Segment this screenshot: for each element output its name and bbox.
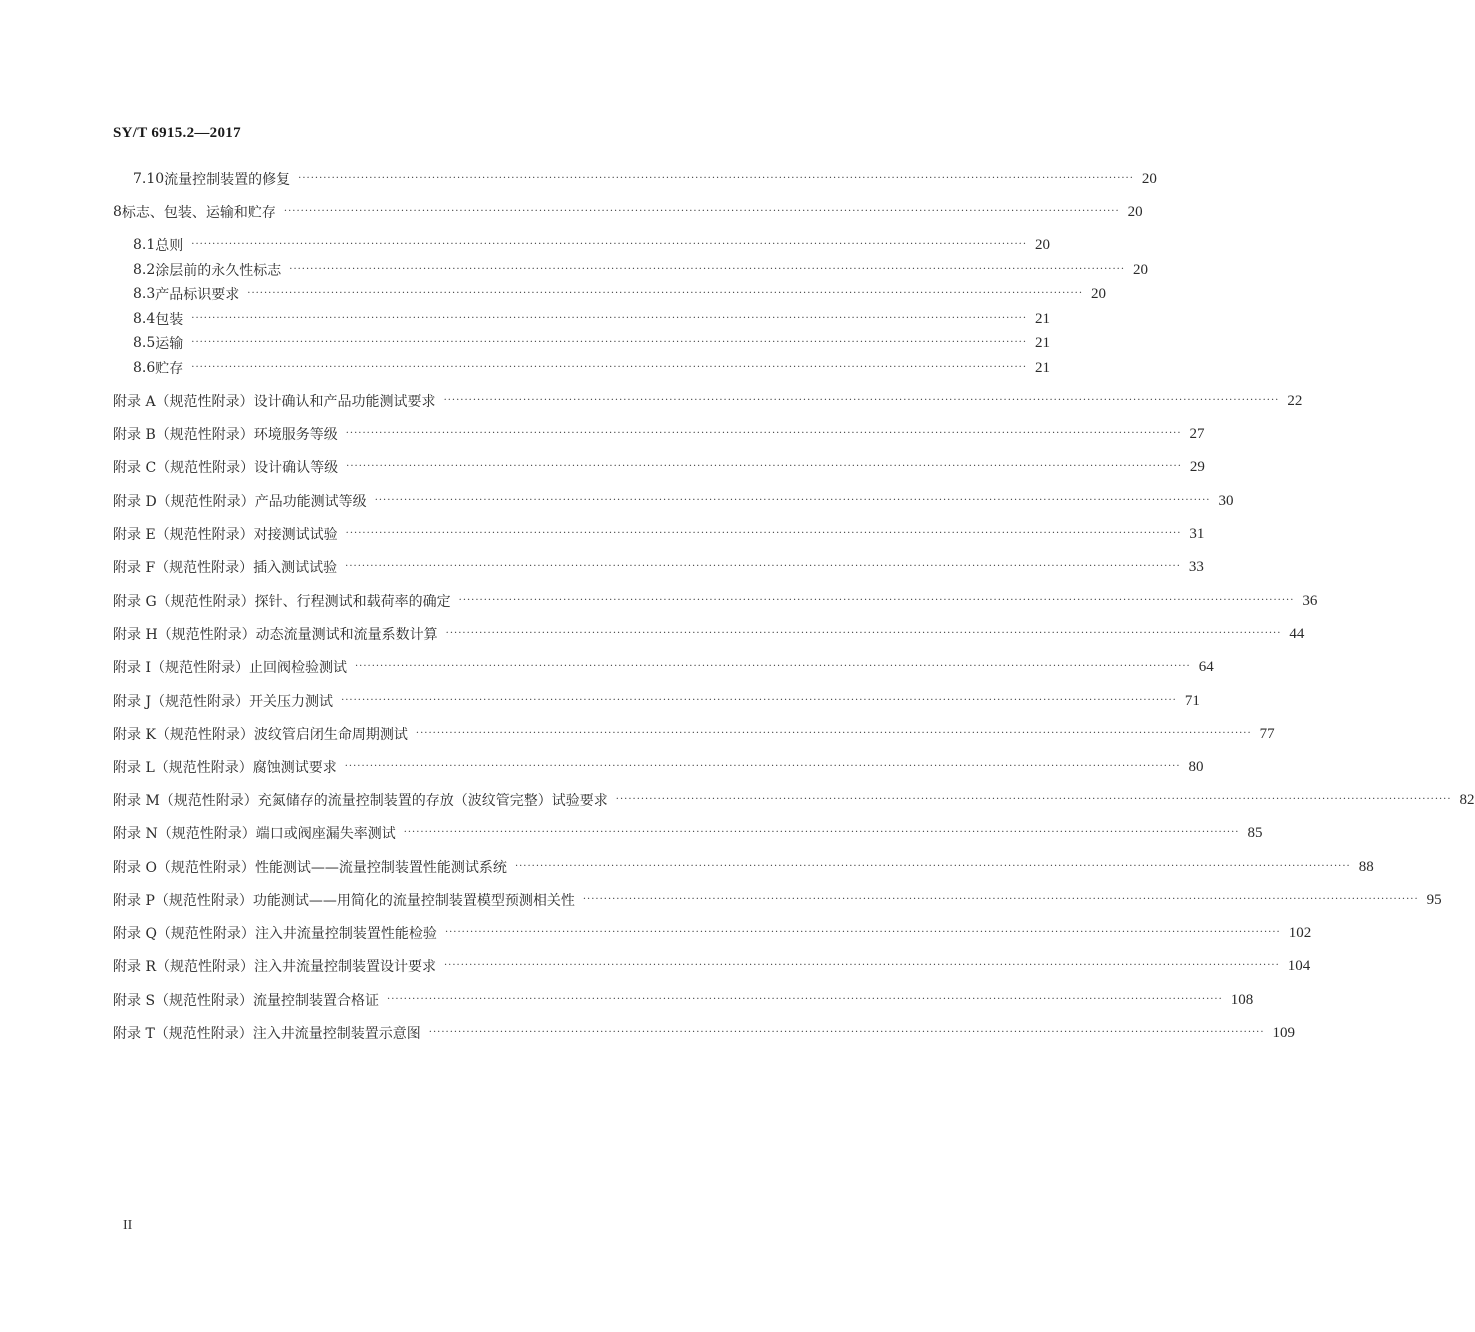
toc-entry-title: 环境服务等级 (253, 427, 338, 443)
toc-entry-appendix[interactable] (113, 590, 1318, 612)
toc-entry-appendix[interactable] (113, 889, 1442, 911)
toc-entry-appendix[interactable] (113, 922, 1312, 944)
toc-entry-number: 8.3 (133, 286, 156, 302)
toc-entry-number: 附录 L（规范性附录） (113, 760, 253, 776)
toc-entry-number: 附录 K（规范性附录） (113, 727, 254, 743)
toc-entry-title: 运输 (155, 336, 184, 352)
toc-entry-number: 附录 G（规范性附录） (113, 594, 255, 610)
dot-leader: ········································································································································································································ (298, 173, 1134, 184)
toc-entry-appendix[interactable] (113, 490, 1234, 512)
toc-entry-number: 附录 A（规范性附录） (113, 394, 254, 410)
toc-entry-title: 注入井流量控制装置设计要求 (254, 959, 436, 975)
toc-entry-page: 20 (1127, 203, 1143, 220)
toc-entry-number: 附录 N（规范性附录） (113, 826, 256, 842)
toc-entry[interactable] (133, 168, 1157, 190)
toc-entry-appendix[interactable] (113, 989, 1254, 1011)
toc-entry-page: 108 (1230, 991, 1254, 1008)
toc-entry-page: 20 (1035, 236, 1051, 253)
toc-entry-title: 波纹管启闭生命周期测试 (253, 727, 408, 743)
toc-entry-number: 附录 I（规范性附录） (113, 660, 249, 676)
toc-entry-appendix[interactable] (113, 623, 1305, 645)
toc-entry-title: 流量控制装置的修复 (164, 172, 291, 188)
toc-entry-title: 腐蚀测试要求 (252, 760, 337, 776)
toc-entry-appendix[interactable] (113, 856, 1374, 878)
toc-entry-title: 止回阀检验测试 (248, 660, 347, 676)
toc-entry-page: 22 (1287, 392, 1303, 409)
toc-entry-appendix[interactable] (113, 955, 1311, 977)
toc-entry-page: 20 (1133, 261, 1149, 278)
toc-entry-appendix[interactable] (113, 556, 1204, 578)
toc-entry-number: 附录 M（规范性附录） (113, 793, 258, 809)
toc-entry-page: 21 (1035, 359, 1051, 376)
toc-entry-page: 33 (1188, 558, 1204, 575)
toc-entry-number: 8.1 (133, 237, 156, 253)
toc-entry-appendix[interactable] (113, 789, 1475, 811)
toc-entry-title: 涂层前的永久性标志 (155, 263, 282, 279)
toc-entry-appendix[interactable] (113, 1022, 1296, 1044)
dot-leader: ········································································································································································································ (191, 239, 1028, 250)
dot-leader: ········································································································································································································ (615, 794, 1452, 805)
toc-entry-page: 29 (1189, 458, 1205, 475)
toc-entry-page: 31 (1189, 525, 1205, 542)
toc-entry-number: 8.2 (133, 262, 156, 278)
toc-entry-title: 充氮储存的流量控制装置的存放（波纹管完整）试验要求 (257, 793, 608, 809)
dot-leader: ········································································································································································································ (289, 264, 1126, 275)
toc-entry-appendix[interactable] (113, 656, 1214, 678)
toc-entry-page: 30 (1218, 492, 1234, 509)
toc-entry[interactable] (133, 234, 1051, 256)
toc-entry-number: 附录 S（规范性附录） (113, 993, 254, 1009)
toc-entry-page: 71 (1184, 692, 1200, 709)
toc-entry-title: 插入测试试验 (253, 560, 338, 576)
toc-entry-page: 21 (1035, 334, 1051, 351)
dot-leader: ········································································································································································································ (444, 927, 1281, 938)
toc-entry-number: 8 (113, 204, 122, 220)
toc-entry-title: 设计确认和产品功能测试要求 (253, 394, 436, 410)
dot-leader: ········································································································································································································ (443, 395, 1280, 406)
dot-leader: ········································································································································································································ (415, 728, 1252, 739)
toc-entry-title: 开关压力测试 (249, 694, 334, 710)
toc-entry-page: 80 (1188, 758, 1204, 775)
toc-entry-page: 77 (1259, 725, 1275, 742)
toc-entry-title: 总则 (155, 238, 184, 254)
toc-entry-appendix[interactable] (113, 723, 1275, 745)
dot-leader: ········································································································································································································ (444, 960, 1280, 971)
toc-entry-appendix[interactable] (113, 456, 1205, 478)
toc-entry-title: 功能测试——用简化的流量控制装置模型预测相关性 (252, 893, 575, 909)
toc-entry-number: 附录 O（规范性附录） (113, 860, 255, 876)
toc-entry-appendix[interactable] (113, 756, 1204, 778)
toc-entry-title: 注入井流量控制装置性能检验 (254, 926, 437, 942)
toc-entry-appendix[interactable] (113, 423, 1205, 445)
dot-leader: ········································································································································································································ (403, 827, 1240, 838)
page-number: II (123, 1218, 133, 1233)
toc-entry-number: 7.10 (133, 171, 165, 187)
toc-entry-appendix[interactable] (113, 822, 1263, 844)
dot-leader: ········································································································································································································ (346, 461, 1182, 472)
dot-leader: ········································································································································································································ (445, 628, 1282, 639)
toc-entry-title: 性能测试——流量控制装置性能测试系统 (254, 860, 507, 876)
dot-leader: ········································································································································································································ (345, 528, 1182, 539)
toc-entry-number: 附录 H（规范性附录） (113, 627, 256, 643)
toc-entry-number: 附录 T（规范性附录） (113, 1026, 253, 1042)
toc-entry-number: 附录 Q（规范性附录） (113, 926, 255, 942)
toc-entry-number: 附录 F（规范性附录） (113, 560, 254, 576)
toc-entry-page: 20 (1091, 285, 1107, 302)
toc-entry[interactable] (133, 332, 1051, 354)
toc-entry[interactable] (113, 201, 1143, 223)
toc-entry-appendix[interactable] (113, 690, 1200, 712)
toc-entry-title: 注入井流量控制装置示意图 (252, 1026, 421, 1042)
dot-leader: ········································································································································································································ (582, 894, 1419, 905)
dot-leader: ········································································································································································································ (514, 861, 1351, 872)
toc-entry-title: 设计确认等级 (254, 460, 339, 476)
toc-entry-number: 附录 D（规范性附录） (113, 494, 255, 510)
toc-entry-title: 端口或阀座漏失率测试 (255, 826, 396, 842)
dot-leader: ········································································································································································································ (345, 428, 1182, 439)
dot-leader: ········································································································································································································ (341, 695, 1177, 706)
toc-entry-title: 对接测试试验 (253, 527, 338, 543)
dot-leader: ········································································································································································································ (191, 337, 1028, 348)
toc-entry-page: 109 (1272, 1024, 1296, 1041)
toc-entry[interactable] (133, 259, 1149, 281)
toc-entry-page: 104 (1287, 957, 1311, 974)
toc-entry-title: 包装 (155, 312, 184, 328)
dot-leader: ········································································································································································································ (344, 761, 1181, 772)
toc-entry-number: 8.6 (133, 360, 156, 376)
toc-entry-number: 8.4 (133, 311, 156, 327)
dot-leader: ········································································································································································································ (247, 288, 1084, 299)
dot-leader: ········································································································································································································ (354, 661, 1191, 672)
toc-entry-number: 附录 J（规范性附录） (113, 694, 250, 710)
toc-entry[interactable] (133, 308, 1051, 330)
toc-entry-page: 102 (1288, 924, 1312, 941)
toc-entry-title: 产品标识要求 (155, 287, 240, 303)
dot-leader: ········································································································································································································ (428, 1027, 1265, 1038)
toc-entry-page: 95 (1426, 891, 1442, 908)
dot-leader: ········································································································································································································ (191, 362, 1028, 373)
toc-entry-appendix[interactable] (113, 523, 1205, 545)
dot-leader: ········································································································································································································ (458, 595, 1295, 606)
toc-entry[interactable] (133, 357, 1051, 379)
toc-entry-page: 36 (1302, 592, 1318, 609)
toc-entry-page: 82 (1459, 791, 1475, 808)
toc-entry-number: 8.5 (133, 335, 156, 351)
toc-entry-page: 85 (1247, 824, 1263, 841)
toc-entry-number: 附录 C（规范性附录） (113, 460, 255, 476)
toc-entry-page: 21 (1035, 310, 1051, 327)
toc-entry-title: 产品功能测试等级 (254, 494, 367, 510)
toc-entry-number: 附录 B（规范性附录） (113, 427, 254, 443)
toc-entry-title: 流量控制装置合格证 (253, 993, 380, 1009)
dot-leader: ········································································································································································································ (191, 313, 1028, 324)
toc-entry-appendix[interactable] (113, 390, 1303, 412)
toc-entry-number: 附录 R（规范性附录） (113, 959, 254, 975)
toc-entry-page: 20 (1141, 170, 1157, 187)
dot-leader: ········································································································································································································ (374, 495, 1211, 506)
toc-entry-number: 附录 P（规范性附录） (113, 893, 253, 909)
toc-entry-title: 动态流量测试和流量系数计算 (255, 627, 438, 643)
toc-entry[interactable] (133, 283, 1107, 305)
toc-entry-title: 贮存 (155, 361, 184, 377)
toc-entry-page: 88 (1358, 858, 1374, 875)
toc-entry-page: 64 (1198, 658, 1214, 675)
toc-entry-page: 27 (1189, 425, 1205, 442)
dot-leader: ········································································································································································································ (345, 561, 1181, 572)
toc-entry-title: 标志、包装、运输和贮存 (121, 205, 276, 221)
toc-entry-number: 附录 E（规范性附录） (113, 527, 254, 543)
toc-entry-page: 44 (1289, 625, 1305, 642)
toc-entry-title: 探针、行程测试和载荷率的确定 (254, 594, 451, 610)
dot-leader: ········································································································································································································ (283, 206, 1120, 217)
dot-leader: ········································································································································································································ (387, 994, 1223, 1005)
document-code: SY/T 6915.2—2017 (113, 125, 241, 141)
